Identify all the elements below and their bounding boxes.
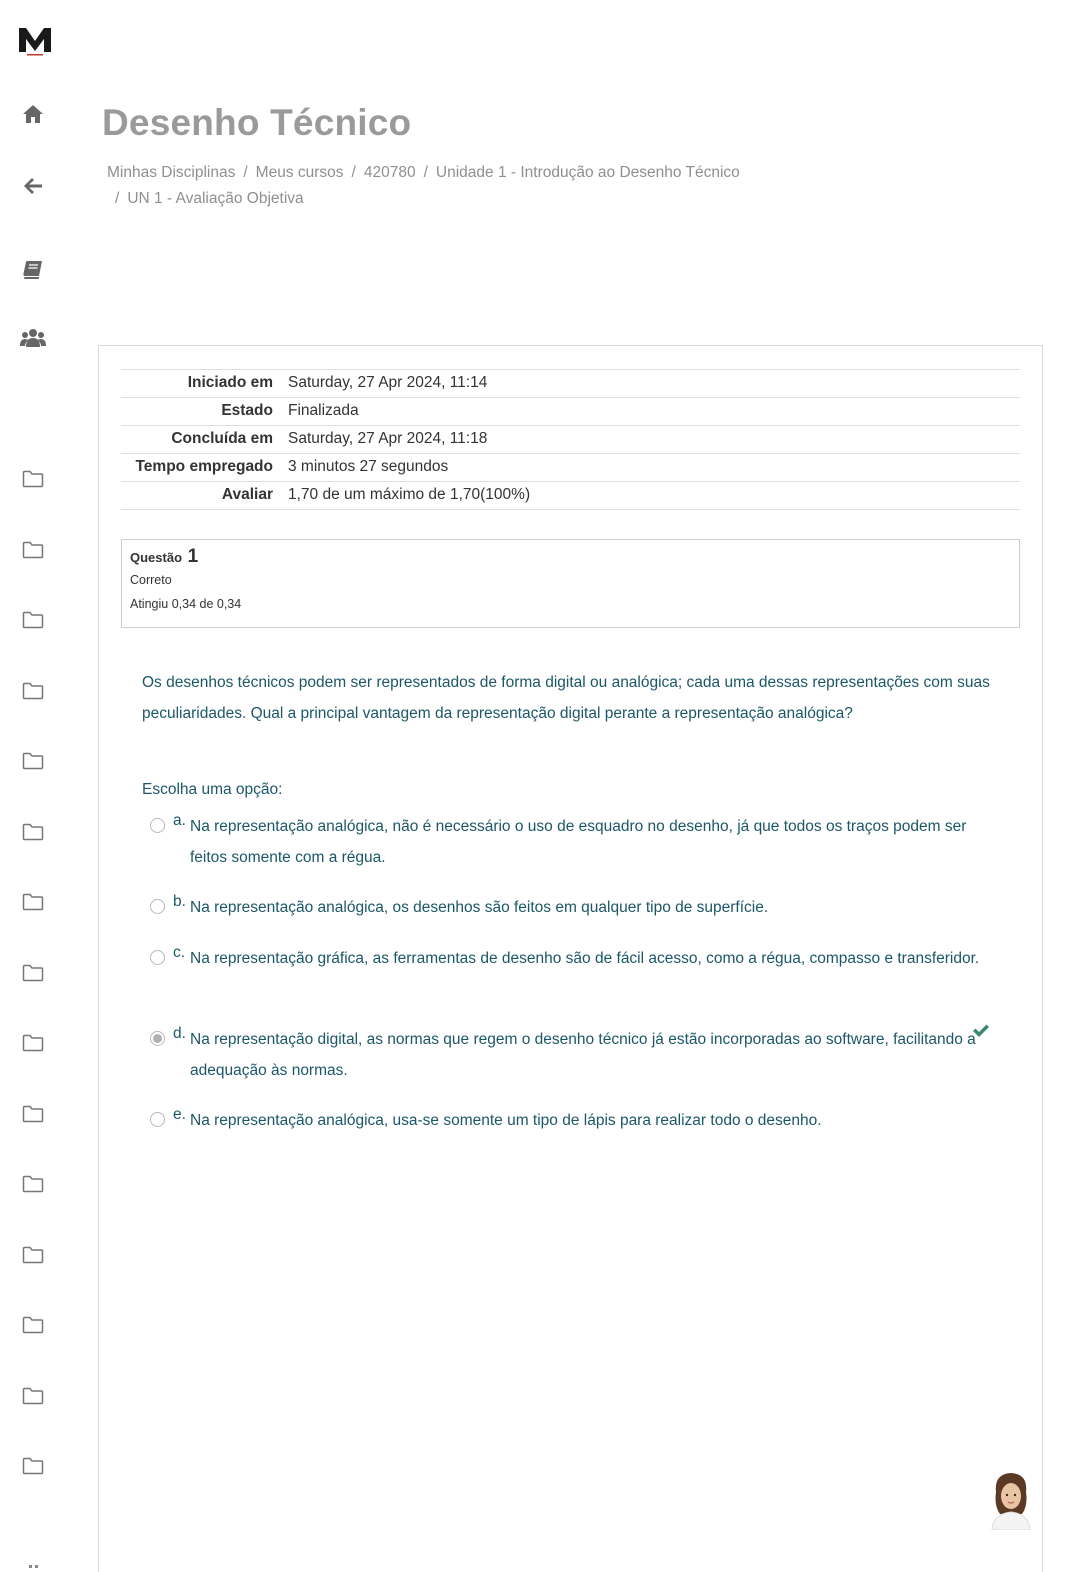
folder-icon[interactable] — [22, 611, 46, 631]
breadcrumb-item-unidade-1[interactable]: Unidade 1 - Introdução ao Desenho Técnico — [435, 164, 740, 181]
breadcrumb — [107, 160, 867, 212]
grade-value: 1,70 de um máximo de 1,70(100%) — [288, 486, 531, 503]
logo-icon — [18, 24, 52, 58]
answer-prompt: Escolha uma opção: — [142, 781, 283, 798]
completed-value: Saturday, 27 Apr 2024, 11:18 — [288, 430, 488, 447]
started-value: Saturday, 27 Apr 2024, 11:14 — [288, 374, 488, 391]
book-icon[interactable] — [20, 258, 46, 282]
answer-letter: c. — [173, 944, 186, 961]
summary-row-time — [121, 454, 1020, 482]
answer-text: Na representação analógica, os desenhos são feitos em qualquer tipo de superfície. — [190, 899, 769, 916]
folder-icon[interactable] — [22, 964, 46, 984]
question-number — [130, 546, 1011, 568]
folder-icon[interactable] — [22, 1175, 46, 1195]
state-value: Finalizada — [288, 402, 359, 419]
breadcrumb-separator: / — [243, 164, 248, 181]
folder-icon[interactable] — [22, 470, 46, 490]
answer-radio-d[interactable] — [150, 1031, 165, 1046]
answer-radio-b[interactable] — [150, 899, 165, 914]
folder-icon[interactable] — [22, 1034, 46, 1054]
grade-label: Avaliar — [221, 486, 273, 503]
summary-row-completed — [121, 426, 1020, 454]
answer-text: Na representação digital, as normas que regem o desenho técnico já estão incorporadas ao software, facilitando a adequação às normas. — [190, 1031, 976, 1079]
question-label: Questão — [130, 550, 183, 565]
home-icon[interactable] — [20, 102, 46, 126]
started-label: Iniciado em — [187, 374, 273, 391]
summary-row-state — [121, 398, 1020, 426]
folder-icon[interactable] — [22, 752, 46, 772]
breadcrumb-item-course-code[interactable]: 420780 — [363, 164, 416, 181]
answer-letter: b. — [173, 893, 186, 910]
summary-row-started — [121, 370, 1020, 398]
question-text: Os desenhos técnicos podem ser representados de forma digital ou analógica; cada uma dessas representações com suas peculiaridades. Qual a principal vantagem da representação digital perante a representação analógica? — [142, 674, 990, 722]
attempt-summary-table — [121, 369, 1020, 510]
more-indicator — [29, 1555, 38, 1558]
answer-option-d[interactable] — [150, 1025, 980, 1086]
users-icon[interactable] — [20, 326, 46, 350]
folder-icon[interactable] — [22, 541, 46, 561]
answer-text: Na representação analógica, não é necessário o uso de esquadro no desenho, já que todos os traços podem ser feitos somente com a régua. — [190, 818, 967, 866]
answer-letter: e. — [173, 1106, 186, 1123]
breadcrumb-item-minhas-disciplinas[interactable]: Minhas Disciplinas — [107, 164, 236, 181]
answer-radio-a[interactable] — [150, 818, 165, 833]
question-state: Correto — [130, 573, 172, 587]
folder-icon[interactable] — [22, 1457, 46, 1477]
folder-icon[interactable] — [22, 1105, 46, 1125]
completed-label: Concluída em — [171, 430, 273, 447]
answer-option-c[interactable] — [150, 944, 980, 975]
answer-text: Na representação analógica, usa-se somente um tipo de lápis para realizar todo o desenho. — [190, 1112, 822, 1129]
sidebar — [0, 0, 68, 1572]
breadcrumb-item-avaliacao[interactable]: UN 1 - Avaliação Objetiva — [127, 190, 304, 207]
summary-row-grade — [121, 482, 1020, 510]
folder-icon[interactable] — [22, 1316, 46, 1336]
question-info-box — [121, 539, 1020, 628]
answer-radio-e[interactable] — [150, 1112, 165, 1127]
answer-option-e[interactable] — [150, 1106, 980, 1137]
answer-letter: a. — [173, 812, 186, 829]
assistant-avatar-icon[interactable] — [988, 1470, 1034, 1530]
breadcrumb-separator: / — [115, 190, 120, 207]
question-number-value: 1 — [187, 546, 199, 567]
time-label: Tempo empregado — [135, 458, 273, 475]
folder-icon[interactable] — [22, 1246, 46, 1266]
folder-icon[interactable] — [22, 893, 46, 913]
answer-letter: d. — [173, 1025, 186, 1042]
answer-radio-c[interactable] — [150, 950, 165, 965]
logo[interactable] — [18, 24, 52, 58]
folder-icon[interactable] — [22, 682, 46, 702]
back-arrow-icon[interactable] — [20, 174, 46, 198]
check-icon — [972, 1024, 990, 1038]
state-label: Estado — [221, 402, 273, 419]
page-title: Desenho Técnico — [102, 102, 412, 143]
answer-text: Na representação gráfica, as ferramentas de desenho são de fácil acesso, como a régua, compasso e transferidor. — [190, 950, 980, 967]
folder-icon[interactable] — [22, 1387, 46, 1407]
time-value: 3 minutos 27 segundos — [288, 458, 449, 475]
folder-icon[interactable] — [22, 823, 46, 843]
breadcrumb-separator: / — [423, 164, 428, 181]
breadcrumb-separator: / — [351, 164, 356, 181]
answer-option-a[interactable] — [150, 812, 980, 873]
breadcrumb-item-meus-cursos[interactable]: Meus cursos — [255, 164, 344, 181]
answer-option-b[interactable] — [150, 893, 980, 924]
question-mark: Atingiu 0,34 de 0,34 — [130, 597, 242, 611]
